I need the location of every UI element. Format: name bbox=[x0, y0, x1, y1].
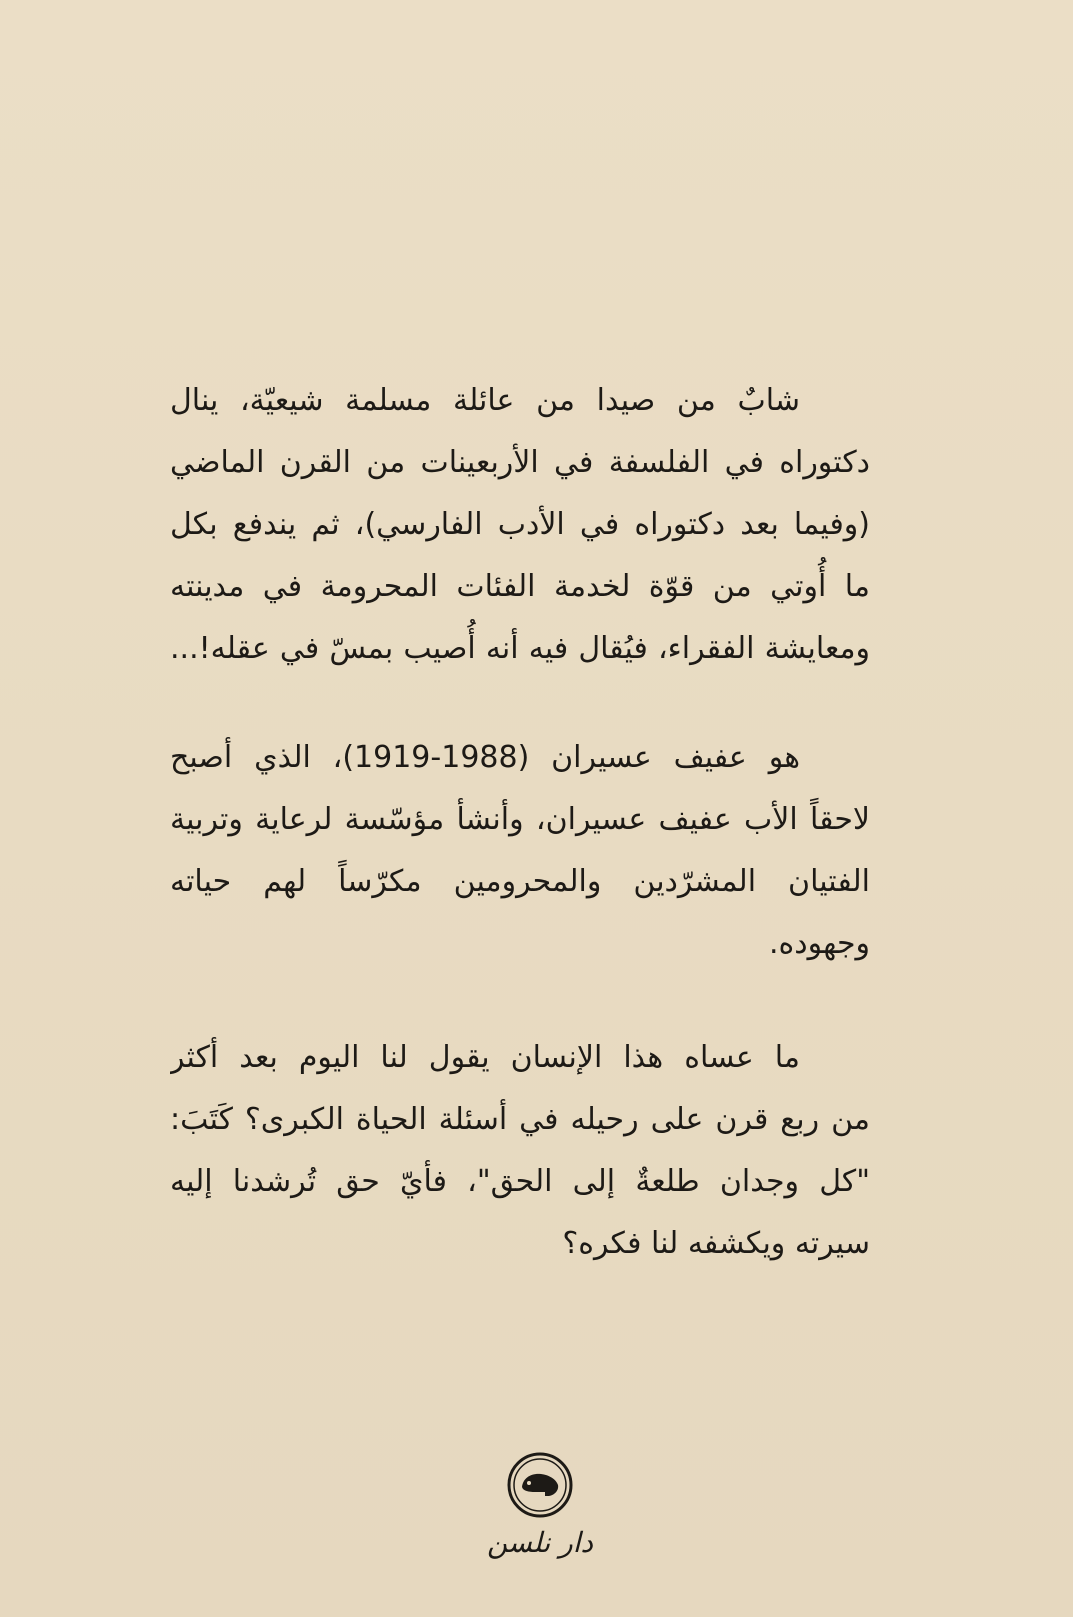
text-line: الفتيان المشرّدين والمحرومين مكرّساً لهم حياته bbox=[170, 864, 870, 899]
text-line: (وفيما بعد دكتوراه في الأدب الفارسي)، ثم يندفع بكل bbox=[170, 507, 870, 542]
text-line: شابٌ من صيدا من عائلة مسلمة شيعيّة، ينال bbox=[170, 383, 800, 418]
text-line: دكتوراه في الفلسفة في الأربعينات من القرن الماضي bbox=[170, 445, 870, 480]
publisher-logo bbox=[470, 1450, 610, 1559]
text-line: وجهوده. bbox=[769, 926, 870, 961]
text-line: هو عفيف عسيران (1988-1919)، الذي أصبح bbox=[170, 740, 801, 775]
publisher-emblem-icon bbox=[505, 1450, 575, 1520]
text-line: ما أُوتي من قوّة لخدمة الفئات المحرومة في مدينته bbox=[170, 569, 870, 604]
paragraph-identity bbox=[170, 727, 870, 975]
publisher-name: دار نلسن bbox=[486, 1526, 594, 1559]
text-line: "كل وجدان طلعةٌ إلى الحق"، فأيّ حق تُرشدنا إليه bbox=[170, 1164, 870, 1199]
text-line: ومعايشة الفقراء، فيُقال فيه أنه أُصيب بمسّ في عقله!... bbox=[170, 631, 870, 666]
paragraph-question bbox=[170, 1027, 870, 1275]
text-line: ما عساه هذا الإنسان يقول لنا اليوم بعد أكثر bbox=[170, 1040, 800, 1075]
text-line: لاحقاً الأب عفيف عسيران، وأنشأ مؤسّسة لرعاية وتربية bbox=[170, 802, 870, 837]
text-line: سيرته ويكشفه لنا فكره؟ bbox=[562, 1226, 870, 1261]
text-line: من ربع قرن على رحيله في أسئلة الحياة الكبرى؟ كَتَبَ: bbox=[170, 1102, 870, 1137]
paragraph-intro bbox=[170, 370, 870, 680]
